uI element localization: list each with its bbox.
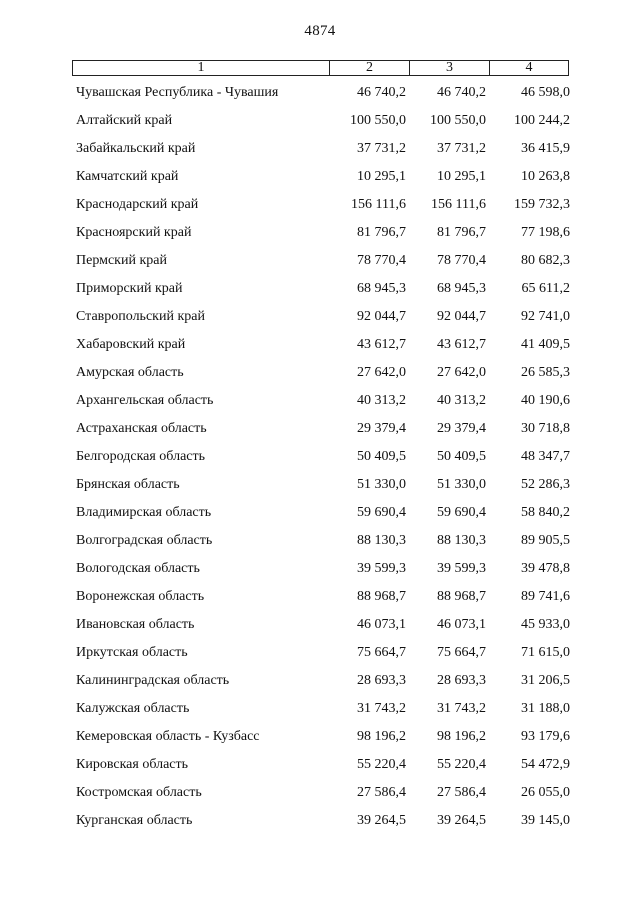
value-col2-cell: 156 111,6 (351, 197, 406, 212)
value-col2-cell: 100 550,0 (350, 113, 406, 128)
value-col4-cell: 89 741,6 (521, 589, 570, 604)
value-col4-cell: 40 190,6 (521, 393, 570, 408)
value-col2-cell: 88 130,3 (357, 533, 406, 548)
region-name-cell: Приморский край (76, 281, 183, 296)
value-col2-cell: 46 740,2 (357, 85, 406, 100)
value-col3-cell: 59 690,4 (437, 505, 486, 520)
value-col4-cell: 92 741,0 (521, 309, 570, 324)
region-name-cell: Алтайский край (76, 113, 173, 128)
page-number: 4874 (304, 23, 336, 39)
value-col4-cell: 100 244,2 (514, 113, 570, 128)
value-col2-cell: 59 690,4 (357, 505, 406, 520)
region-name-cell: Вологодская область (76, 561, 200, 576)
region-name-cell: Иркутская область (76, 645, 188, 660)
region-name-cell: Костромская область (76, 785, 202, 800)
value-col3-cell: 81 796,7 (437, 225, 486, 240)
table-row (72, 79, 572, 107)
table-row (72, 779, 572, 807)
value-col4-cell: 46 598,0 (521, 85, 570, 100)
region-name-cell: Кемеровская область - Кузбасс (76, 729, 260, 744)
table-row (72, 275, 572, 303)
table-row (72, 359, 572, 387)
region-name-cell: Амурская область (76, 365, 184, 380)
value-col2-cell: 98 196,2 (357, 729, 406, 744)
value-col3-cell: 55 220,4 (437, 757, 486, 772)
table-row (72, 415, 572, 443)
region-name-cell: Ивановская область (76, 617, 195, 632)
table-row (72, 695, 572, 723)
table-row (72, 723, 572, 751)
region-name-cell: Астраханская область (76, 421, 207, 436)
region-name-cell: Брянская область (76, 477, 180, 492)
value-col4-cell: 159 732,3 (514, 197, 570, 212)
value-col2-cell: 40 313,2 (357, 393, 406, 408)
region-name-cell: Хабаровский край (76, 337, 186, 352)
value-col3-cell: 40 313,2 (437, 393, 486, 408)
table-row (72, 135, 572, 163)
value-col3-cell: 28 693,3 (437, 673, 486, 688)
table-row (72, 555, 572, 583)
value-col4-cell: 54 472,9 (521, 757, 570, 772)
column-header-3: 3 (409, 61, 489, 75)
table-row (72, 667, 572, 695)
value-col4-cell: 10 263,8 (521, 169, 570, 184)
value-col2-cell: 27 642,0 (357, 365, 406, 380)
value-col3-cell: 156 111,6 (431, 197, 486, 212)
value-col4-cell: 36 415,9 (521, 141, 570, 156)
region-name-cell: Архангельская область (76, 393, 214, 408)
value-col4-cell: 39 478,8 (521, 561, 570, 576)
column-header-4: 4 (489, 61, 568, 75)
region-name-cell: Калининградская область (76, 673, 230, 688)
value-col3-cell: 46 073,1 (437, 617, 486, 632)
region-name-cell: Владимирская область (76, 505, 212, 520)
region-name-cell: Ставропольский край (76, 309, 205, 324)
region-name-cell: Камчатский край (76, 169, 179, 184)
column-header-1: 1 (197, 60, 205, 75)
region-name-cell: Краснодарский край (76, 197, 199, 212)
value-col2-cell: 46 073,1 (357, 617, 406, 632)
value-col3-cell: 43 612,7 (437, 337, 486, 352)
value-col3-cell: 75 664,7 (437, 645, 486, 660)
value-col4-cell: 71 615,0 (521, 645, 570, 660)
value-col2-cell: 43 612,7 (357, 337, 406, 352)
value-col2-cell: 88 968,7 (357, 589, 406, 604)
region-name-cell: Забайкальский край (76, 141, 196, 156)
region-name-cell: Белгородская область (76, 449, 206, 464)
value-col3-cell: 27 642,0 (437, 365, 486, 380)
value-col4-cell: 58 840,2 (521, 505, 570, 520)
value-col4-cell: 30 718,8 (521, 421, 570, 436)
value-col4-cell: 93 179,6 (521, 729, 570, 744)
table-row (72, 107, 572, 135)
value-col3-cell: 98 196,2 (437, 729, 486, 744)
value-col4-cell: 89 905,5 (521, 533, 570, 548)
value-col3-cell: 50 409,5 (437, 449, 486, 464)
value-col4-cell: 48 347,7 (521, 449, 570, 464)
value-col3-cell: 31 743,2 (437, 701, 486, 716)
value-col4-cell: 31 188,0 (521, 701, 570, 716)
value-col2-cell: 50 409,5 (357, 449, 406, 464)
table-row (72, 219, 572, 247)
value-col4-cell: 52 286,3 (521, 477, 570, 492)
table-row (72, 303, 572, 331)
value-col2-cell: 78 770,4 (357, 253, 406, 268)
value-col2-cell: 37 731,2 (357, 141, 406, 156)
value-col3-cell: 92 044,7 (437, 309, 486, 324)
value-col3-cell: 39 264,5 (437, 813, 486, 828)
region-name-cell: Воронежская область (76, 589, 205, 604)
region-name-cell: Волгоградская область (76, 533, 213, 548)
value-col3-cell: 37 731,2 (437, 141, 486, 156)
table-row (72, 443, 572, 471)
value-col2-cell: 68 945,3 (357, 281, 406, 296)
value-col3-cell: 68 945,3 (437, 281, 486, 296)
value-col3-cell: 88 968,7 (437, 589, 486, 604)
region-name-cell: Курганская область (76, 813, 193, 828)
value-col4-cell: 26 585,3 (521, 365, 570, 380)
value-col2-cell: 81 796,7 (357, 225, 406, 240)
value-col2-cell: 55 220,4 (357, 757, 406, 772)
value-col2-cell: 39 264,5 (357, 813, 406, 828)
table-row (72, 751, 572, 779)
region-name-cell: Чувашская Республика - Чувашия (76, 85, 279, 100)
column-header-2: 2 (329, 61, 409, 75)
value-col4-cell: 45 933,0 (521, 617, 570, 632)
table-row (72, 611, 572, 639)
value-col4-cell: 41 409,5 (521, 337, 570, 352)
value-col3-cell: 88 130,3 (437, 533, 486, 548)
value-col3-cell: 29 379,4 (437, 421, 486, 436)
value-col4-cell: 39 145,0 (521, 813, 570, 828)
table-row (72, 471, 572, 499)
value-col3-cell: 51 330,0 (437, 477, 486, 492)
table-body (72, 79, 572, 835)
value-col2-cell: 92 044,7 (357, 309, 406, 324)
region-name-cell: Калужская область (76, 701, 190, 716)
table-row (72, 247, 572, 275)
value-col2-cell: 10 295,1 (357, 169, 406, 184)
value-col2-cell: 28 693,3 (357, 673, 406, 688)
value-col2-cell: 31 743,2 (357, 701, 406, 716)
table-row (72, 331, 572, 359)
table-row (72, 191, 572, 219)
value-col4-cell: 80 682,3 (521, 253, 570, 268)
table-header (72, 60, 569, 76)
region-name-cell: Красноярский край (76, 225, 192, 240)
value-col2-cell: 39 599,3 (357, 561, 406, 576)
table-row (72, 499, 572, 527)
value-col3-cell: 46 740,2 (437, 85, 486, 100)
value-col4-cell: 77 198,6 (521, 225, 570, 240)
region-name-cell: Кировская область (76, 757, 189, 772)
region-name-cell: Пермский край (76, 253, 167, 268)
table-row (72, 527, 572, 555)
value-col3-cell: 100 550,0 (430, 113, 486, 128)
value-col3-cell: 39 599,3 (437, 561, 486, 576)
value-col2-cell: 75 664,7 (357, 645, 406, 660)
value-col2-cell: 51 330,0 (357, 477, 406, 492)
table-row (72, 163, 572, 191)
value-col4-cell: 31 206,5 (521, 673, 570, 688)
table-row (72, 639, 572, 667)
value-col2-cell: 29 379,4 (357, 421, 406, 436)
value-col3-cell: 78 770,4 (437, 253, 486, 268)
value-col4-cell: 26 055,0 (521, 785, 570, 800)
table-row (72, 387, 572, 415)
value-col3-cell: 27 586,4 (437, 785, 486, 800)
table-row (72, 583, 572, 611)
table-row (72, 807, 572, 835)
value-col4-cell: 65 611,2 (521, 281, 570, 296)
value-col3-cell: 10 295,1 (437, 169, 486, 184)
value-col2-cell: 27 586,4 (357, 785, 406, 800)
